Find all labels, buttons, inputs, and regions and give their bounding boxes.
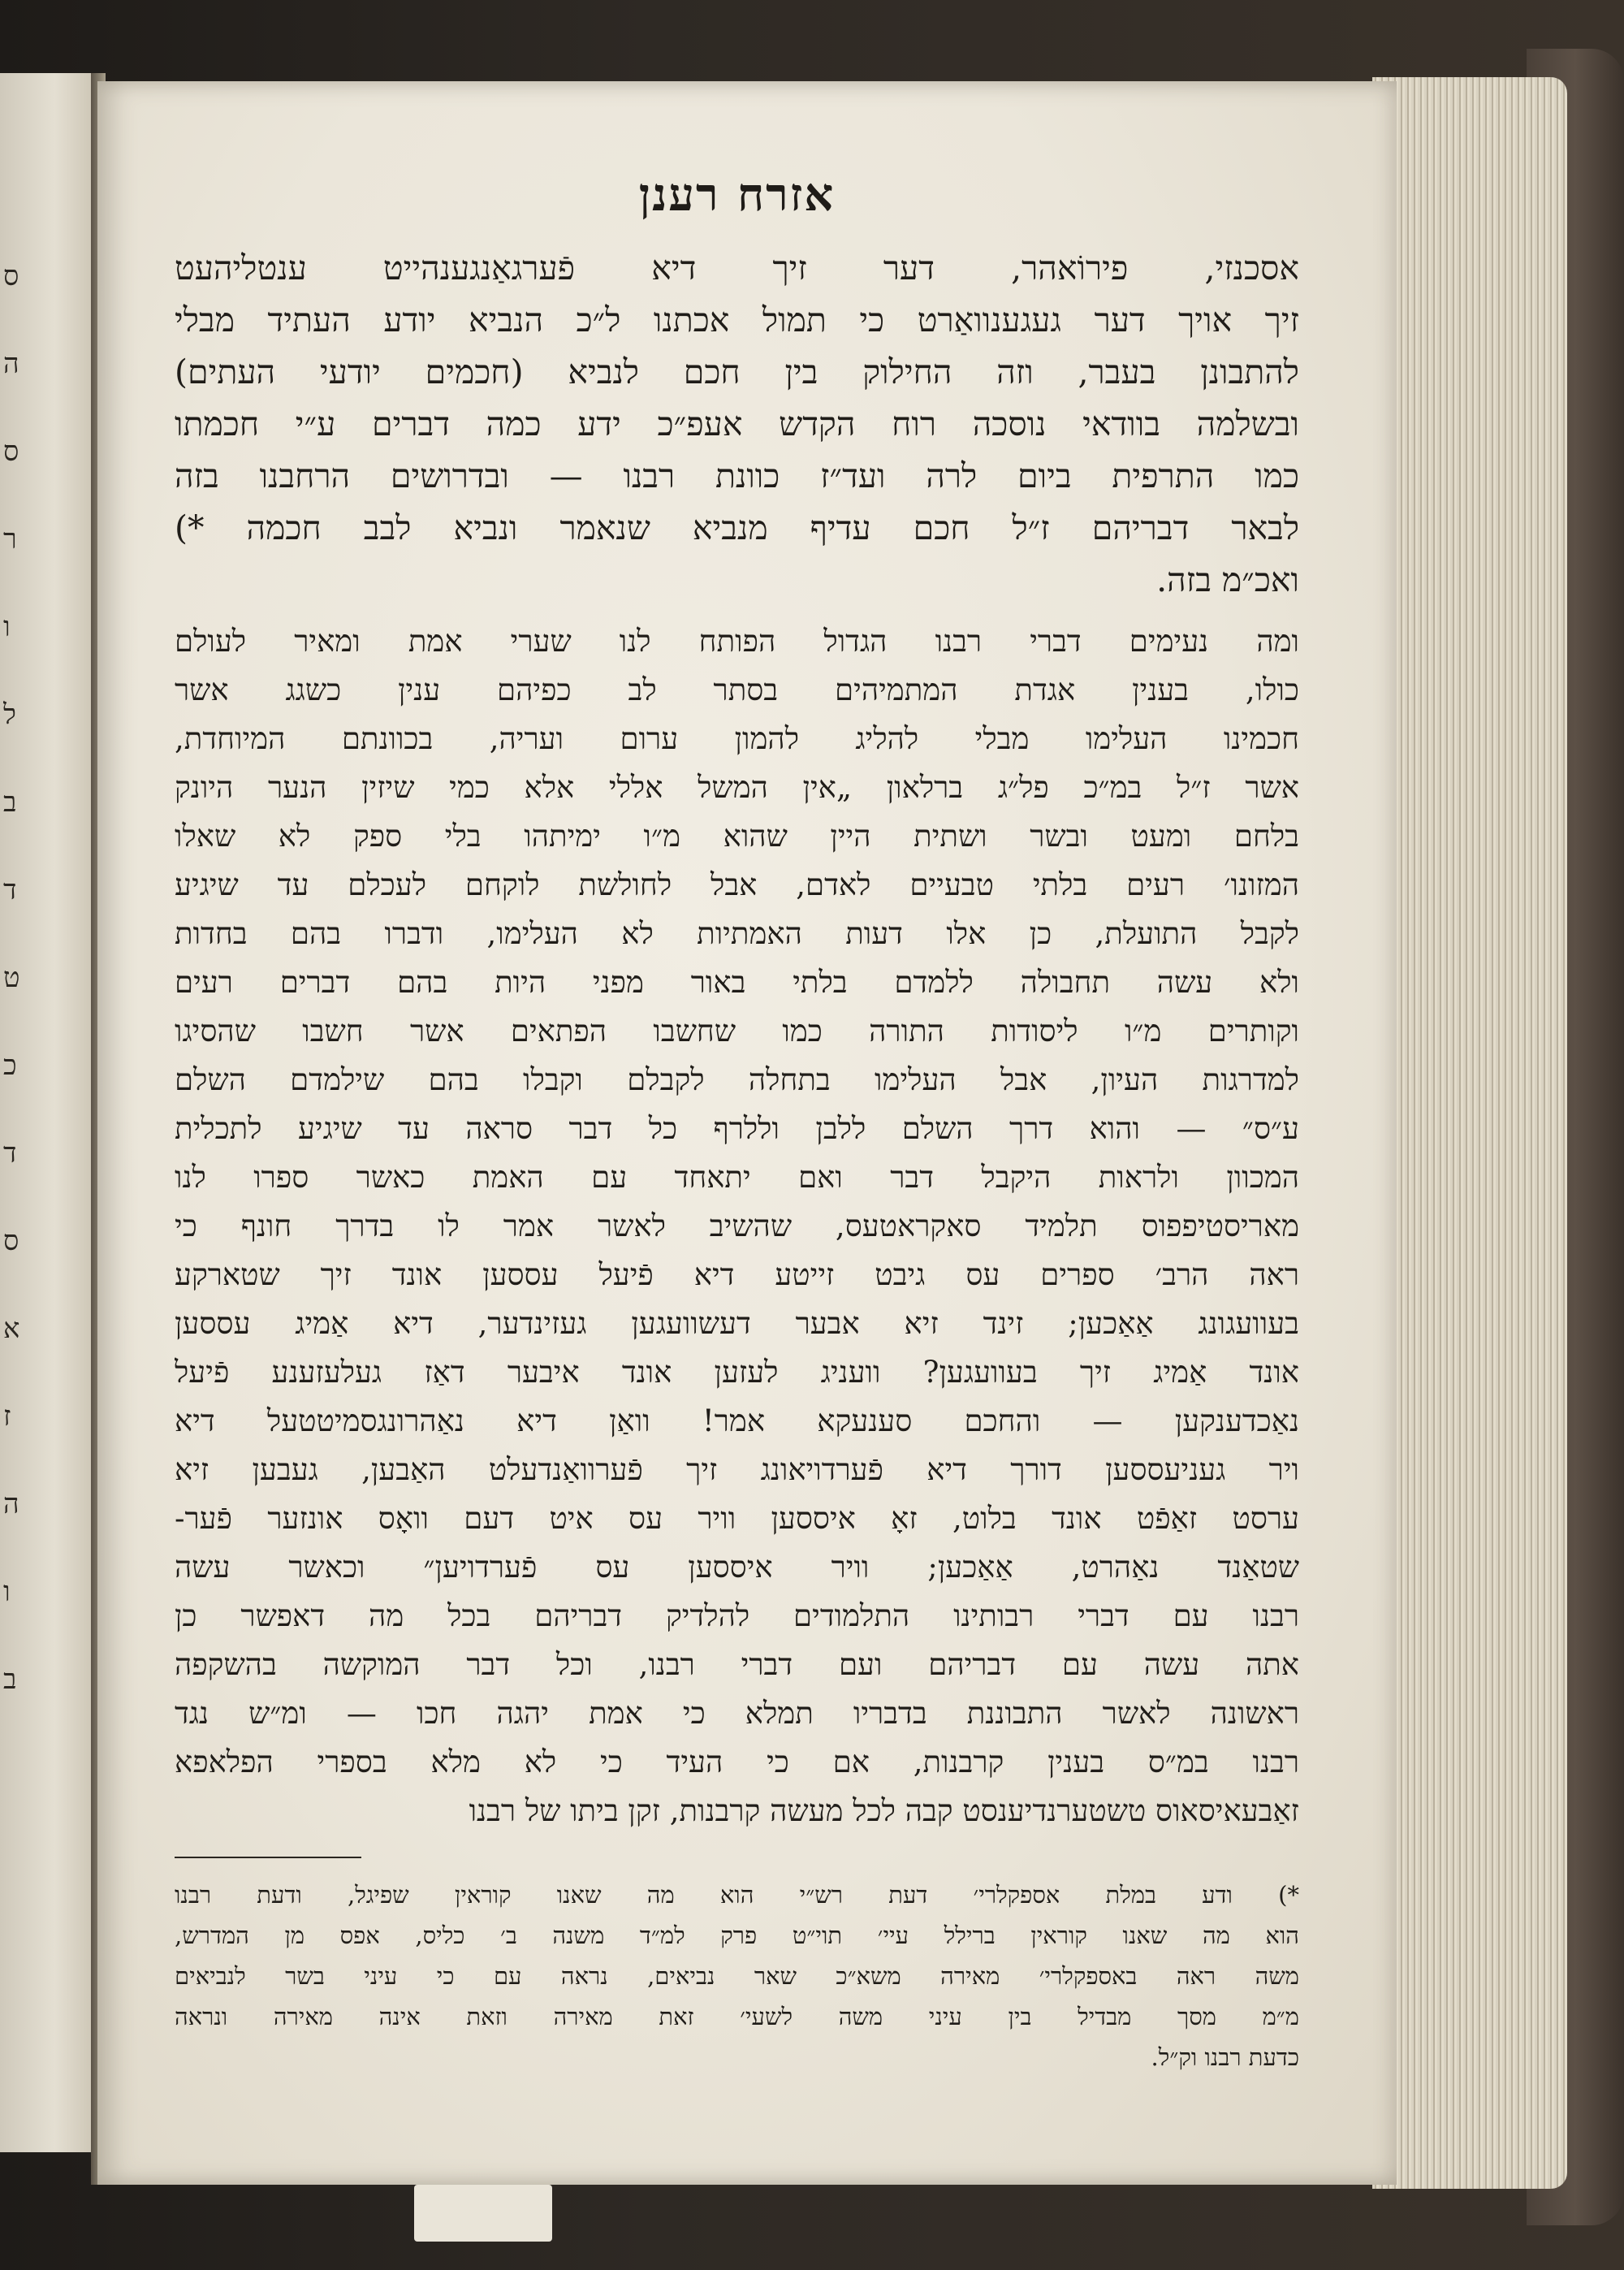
text-line: בעוועגונג אַאַכען; זינד זיא אבער דעשוועגען געזינדער, דיא אַמיג עססען — [175, 1306, 1299, 1341]
text-line: כולו, בענין אגדת המתמיהים בסתר לב כפיהם ענין כשגג אשר — [175, 672, 1299, 707]
text-line: *) ודע במלת אספקלרי׳ דעת רש״י הוא מה שאנו קוראין שפיגל, ודעת רבנו — [175, 1881, 1299, 1909]
previous-page-text-fragment: ב — [3, 1663, 17, 1696]
text-line: וקותרים מ״ו ליסודות התורה כמו שחשבו הפתאים אשר חשבו שהסיגו — [175, 1014, 1299, 1049]
previous-page-text-fragment: ה — [3, 348, 19, 380]
text-line: ויר געניעססען דורך דיא פֿערדויאונג זיך פֿערוואַנדעלט האַבען, געבען זיא — [175, 1452, 1299, 1487]
previous-page-text-fragment: ו — [3, 1576, 11, 1608]
previous-page-text-fragment: ו — [3, 611, 11, 643]
previous-page-text-fragment: ז — [3, 1400, 11, 1433]
previous-page-text-fragment: ר — [3, 523, 17, 556]
footnote-rule — [175, 1857, 361, 1858]
previous-page-text-fragment: ד — [3, 874, 17, 906]
previous-page-text-fragment: ה — [3, 1488, 19, 1520]
text-line: ע״ס״ — והוא דרך השלם ללבן וללרף כל דבר סראה עד שיגיע לתכלית — [175, 1111, 1299, 1146]
page-text — [175, 162, 1299, 2078]
text-line: ואכ״מ בזה. — [1156, 560, 1299, 599]
running-head: אזרח רענן — [638, 168, 836, 222]
previous-page-text-fragment: כ — [3, 1049, 17, 1082]
text-line: בלחם ומעט ובשר ושתית היין שהוא מ״ו ימיתהו בלי ספק לא שאלו — [175, 819, 1299, 854]
footnote — [175, 1874, 1299, 2078]
previous-page-text-fragment: ב — [3, 786, 17, 819]
text-line: להתבונן בעבר, וזה החילוק בין חכם לנביא (חכמים יודעי העתים) — [175, 352, 1299, 391]
paper-tab — [414, 2185, 552, 2242]
previous-page-text-fragment: ס — [3, 435, 19, 468]
text-line: הוא מה שאנו קוראין ברילל עיי׳ תוי״ט פרק למ״ד משנה ב׳ כליס, אפס מן המדרש, — [175, 1922, 1299, 1949]
text-line: כמו התרפית ביום לרה ועד״ז כוונת רבנו — ובדרושים הרחבנו בזה — [175, 456, 1299, 495]
previous-page-edge — [0, 73, 96, 2152]
text-line: נאַכדענקען — והחכם סענעקא אמר! וואַן דיא נאַהרונגסמיטטעל דיא — [175, 1403, 1299, 1438]
text-line: אתה עשה עם דבריהם ועם דברי רבנו, וכל דבר המוקשה בהשקפה — [175, 1647, 1299, 1682]
text-line: אונד אַמיג זיך בעוועגען? וועניג לעזען אונד איבער דאַז געלעזענע פֿיעל — [175, 1355, 1299, 1390]
text-line: המכוון ולראות היקבל דבר ואם יתאחד עם האמת כאשר ספרו לנו — [175, 1160, 1299, 1195]
text-line: רבנו עם דברי רבותינו התלמודים להלדיק דבריהם בכל מה דאפשר כן — [175, 1598, 1299, 1633]
text-line: ובשלמה בוודאי נוסכה רוח הקדש אעפ״כ ידע כמה דברים ע״י חכמתו — [175, 404, 1299, 443]
text-line: זאַבעאיסאוס טשטערנדיענסט קבה לכל מעשה קרבנות, זקן ביתו של רבנו — [469, 1793, 1299, 1828]
text-line: ולא עשה תחבולה ללמדם בלתי באור מפני היות בהם דברים רעים — [175, 965, 1299, 1000]
text-line: משה ראה באספקלרי׳ מאירה משא״כ שאר נביאים, נראה עם כי עיני בשר לנביאים — [175, 1962, 1299, 1990]
previous-page-text-fragment: ס — [3, 1225, 19, 1257]
paragraph-2 — [175, 617, 1299, 1835]
text-line: ערסט זאַפֿט אונד בלוט, זאָ איססען וויר עס איט דעם וואָס אונזער פֿער- — [175, 1501, 1299, 1536]
paragraph-1 — [175, 242, 1299, 606]
text-line: המזונו׳ רעים בלתי טבעיים לאדם, אבל לחולשת לוקחם לעכלם עד שיגיע — [175, 867, 1299, 902]
text-line: זיך אויך דער געגענוואַרט כי תמול אכתנו ל״כ הנביא יודע העתיד מבלי — [175, 301, 1299, 339]
text-line: חכמינו העלימו מבלי להליג להמון ערום ועריה, בכוונתם המיוחדת, — [175, 721, 1299, 756]
previous-page-text-fragment: ל — [3, 698, 16, 731]
text-line: ראשונה לאשר התבוננת בדבריו תמלא כי אמת יהגה חכו — ומ״ש נגד — [175, 1696, 1299, 1731]
previous-page-text-fragment: א — [3, 1312, 20, 1345]
text-line: למדרגות העיון, אבל העלימו בתחלה לקבלם וקבלו בהם שילמדם השלם — [175, 1062, 1299, 1097]
text-line: אשר ז״ל במ״כ פל״ג ברלאון „אין המשל אללי אלא כמי שיזין הנער היונק — [175, 770, 1299, 805]
page-fore-edge — [1372, 77, 1567, 2189]
previous-page-text-fragment: ס — [3, 260, 19, 292]
text-line: כדעת רבנו וק״ל. — [1151, 2043, 1299, 2071]
previous-page-text-fragment: ט — [3, 962, 20, 994]
previous-page-text-fragment: ד — [3, 1137, 17, 1170]
text-line: מ״מ מסך מבדיל בין עיני משה לשעי׳ זאת מאירה וזאת אינה מאירה ונראה — [175, 2003, 1299, 2030]
text-line: לבאר דבריהם ז״ל חכם עדיף מנביא שנאמר ונביא לבב חכמה *) — [175, 508, 1299, 547]
text-line: רבנו במ״ס בענין קרבנות, אם כי העיד כי לא מלא בספרי הפלאפא — [175, 1745, 1299, 1779]
text-line: מאריסטיפפוס תלמיד סאקראטעס, שהשיב לאשר אמר לו בדרך חונף כי — [175, 1209, 1299, 1243]
text-line: שטאַנד נאַהרט, אַאַכען; וויר איססען עס פֿערדויען״ וכאשר עשה — [175, 1550, 1299, 1585]
text-line: לקבל התועלת, כן אלו דעות האמתיות לא העלימו, ודברו בהם בחדות — [175, 916, 1299, 951]
text-line: ראה הרב׳ ספרים עס גיבט זייטע דיא פֿיעל עססען אונד זיך שטארקע — [175, 1257, 1299, 1292]
page — [97, 81, 1397, 2185]
text-line: ומה נעימים דברי רבנו הגדול הפותח לנו שערי אמת ומאיר לעולם — [175, 624, 1299, 659]
text-line: אסכנזי, פירוֹאהר, דער זיך דיא פֿערגאַנגענהייט ענטליהעט — [175, 249, 1299, 288]
